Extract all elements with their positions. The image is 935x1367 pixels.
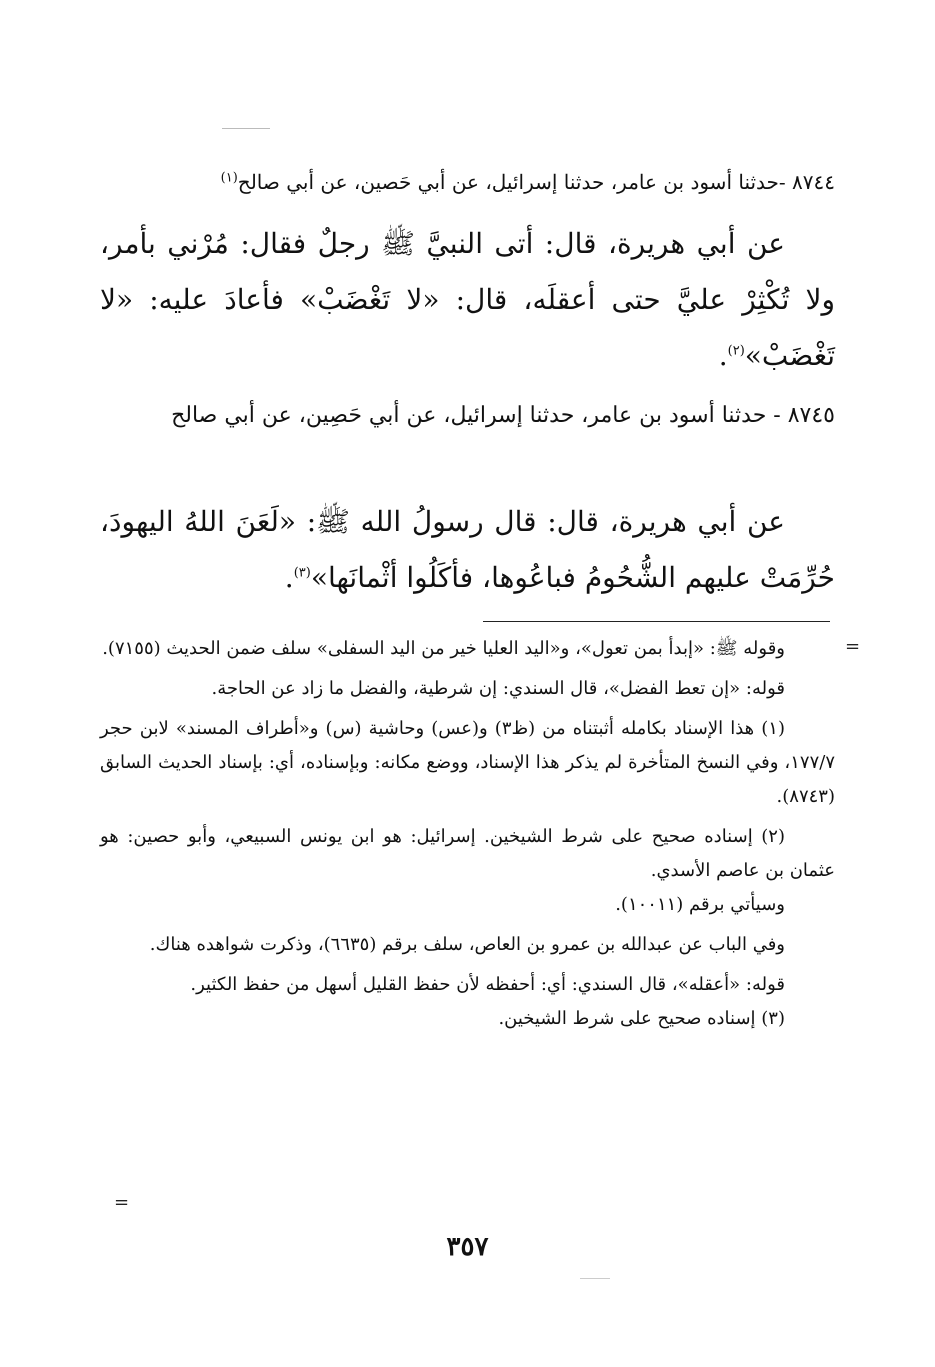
hadith-8745-matn-text: عن أبي هريرة، قال: قال رسولُ الله ﷺ: «لَعَنَ اللهُ اليهودَ، حُرِّمَتْ عليهم الشُّحُومُ فباعُوها، فأكَلُوا أثْمانَها»	[100, 505, 835, 594]
footnote-2: (٢) إسناده صحيح على شرط الشيخين. إسرائيل: هو ابن يونس السبيعي، وأبو حصين: هو عثمان بن عاصم الأسدي.	[100, 826, 835, 881]
hadith-8745-matn	[100, 494, 835, 606]
hadith-8745-isnad-text: ٨٧٤٥ - حدثنا أسود بن عامر، حدثنا إسرائيل، عن أبي حَصِين، عن أبي صالح	[171, 403, 835, 428]
continuation-mark-top: =	[845, 636, 861, 657]
hadith-8745-end-mark: .	[284, 561, 294, 594]
footnote-2-related: وفي الباب عن عبدالله بن عمرو بن العاص، سلف برقم (٦٦٣٥)، وذكرت شواهده هناك.	[149, 934, 785, 955]
footnote-continued-1: وقوله ﷺ: «إبدأ بمن تعول»، و«اليد العليا خير من اليد السفلى» سلف ضمن الحديث (٧١٥٥).	[102, 638, 785, 659]
footnote-separator	[483, 621, 830, 622]
footnote-2-see-also: وسيأتي برقم (١٠٠١١).	[615, 894, 785, 915]
hadith-8744-matn-text: عن أبي هريرة، قال: أتى النبيَّ ﷺ رجلٌ فقال: مُرْني بأمر، ولا تُكْثِرْ عليَّ حتى أعقلَه، قال: «لا تَغْضَبْ» فأعادَ عليه: «لا تَغْضَبْ»	[100, 227, 835, 372]
footnote-ref-2: (٢)	[727, 343, 745, 359]
footnotes-section	[100, 632, 835, 1042]
hadith-8744-matn	[100, 216, 835, 384]
page-number: ٣٥٧	[446, 1232, 489, 1262]
hadith-8745-isnad	[100, 396, 835, 436]
bottom-decorative-line	[580, 1278, 610, 1279]
footnote-3: (٣) إسناده صحيح على شرط الشيخين.	[498, 1008, 785, 1029]
hadith-8744-isnad-text: ٨٧٤٤ -حدثنا أسود بن عامر، حدثنا إسرائيل، عن أبي حَصين، عن أبي صالح	[237, 170, 835, 194]
hadith-8744-isnad	[100, 166, 835, 198]
footnote-1: (١) هذا الإسناد بكامله أثبتناه من (ظ٣) و(عس) وحاشية (س) و«أطراف المسند» لابن حجر ١٧٧/٧، وفي النسخ المتأخرة لم يذكر هذا الإسناد، ووضع مكانه: وبإسناده، أي: بإسناد الحديث السابق (٨٧٤٣).	[100, 718, 835, 807]
footnote-ref-3: (٣)	[293, 565, 311, 581]
top-decorative-line	[222, 128, 270, 129]
footnote-ref-1: (١)	[220, 170, 238, 186]
footnote-2-explanation: قوله: «أعقله»، قال السندي: أي: أحفظه لأن حفظ القليل أسهل من حفظ الكثير.	[190, 974, 785, 995]
hadith-8744-end-mark: .	[718, 339, 728, 372]
footnote-continued-2: قوله: «إن تعط الفضل»، قال السندي: إن شرطية، والفضل ما زاد عن الحاجة.	[211, 678, 785, 699]
continuation-mark-bottom: =	[114, 1192, 130, 1213]
